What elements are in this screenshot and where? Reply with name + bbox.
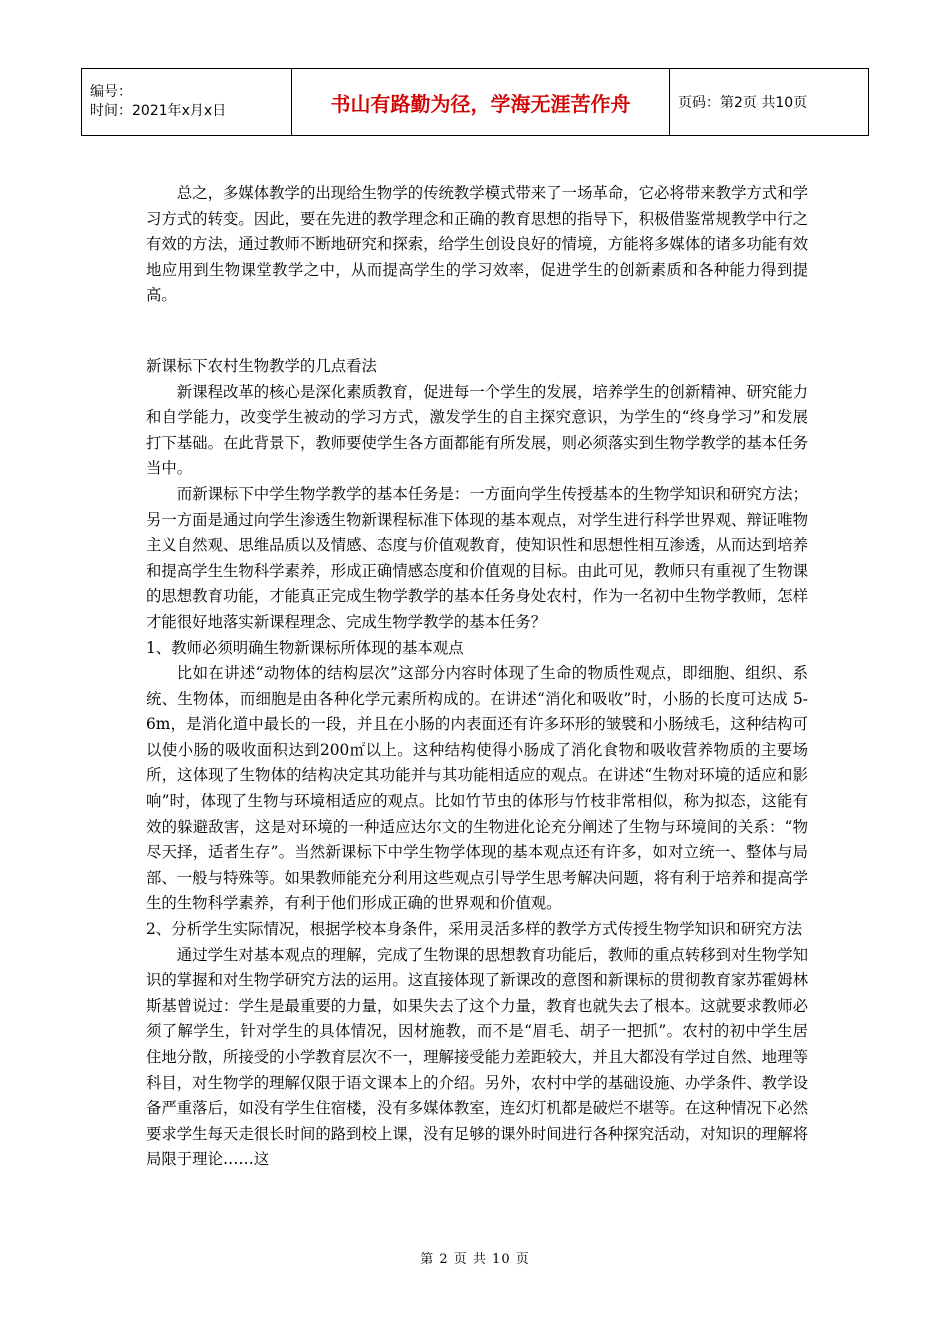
paragraph-conclusion: 总之，多媒体教学的出现给生物学的传统教学模式带来了一场革命，它必将带来教学方式和学习方式的转变。因此，要在先进的教学理念和正确的教育思想的指导下，积极借鉴常规教学中行之有效的方法，通过教师不断地研究和探索，给学生创设良好的情境，方能将多媒体的诸多功能有效地应用到生物课堂教学之中，从而提高学生的学习效率，促进学生的创新素质和各种能力得到提高。 bbox=[146, 184, 808, 305]
section-heading-1: 1、教师必须明确生物新课标所体现的基本观点 bbox=[146, 638, 464, 657]
document-header bbox=[81, 68, 869, 136]
paragraph-examples: 比如在讲述“动物体的结构层次”这部分内容时体现了生命的物质性观点，即细胞、组织、系统、生物体，而细胞是由各种化学元素所构成的。在讲述“消化和吸收”时，小肠的长度可达成 5-6m，是消化道中最长的一段，并且在小肠的内表面还有许多环形的皱襞和小肠绒毛，这种结构可以使小肠的吸收面积达到200㎡以上。这种结构使得小肠成了消化食物和吸收营养物质的主要场所，这体现了生物体的结构决定其功能并与其功能相适应的观点。在讲述“生物对环境的适应和影响”时，体现了生物与环境相适应的观点。比如竹节虫的体形与竹枝非常相似，称为拟态，这能有效的躲避敌害，这是对环境的一种适应达尔文的生物进化论充分阐述了生物与环境间的关系：“物尽天择，适者生存”。当然新课标下中学生物学体现的基本观点还有许多，如对立统一、整体与局部、一般与特殊等。如果教师能充分利用这些观点引导学生思考解决问题，将有利于培养和提高学生的生物科学素养，有利于他们形成正确的世界观和价值观。 bbox=[146, 664, 808, 913]
article-title: 新课标下农村生物教学的几点看法 bbox=[146, 356, 377, 375]
header-motto: 书山有路勤为径，学海无涯苦作舟 bbox=[292, 69, 670, 136]
header-meta bbox=[82, 69, 292, 136]
spacer bbox=[146, 309, 808, 354]
document-body bbox=[146, 181, 808, 1173]
document-number-label: 编号： bbox=[90, 84, 132, 100]
header-page-info: 页码：第2页 共10页 bbox=[670, 69, 869, 136]
section-heading-2: 2、分析学生实际情况，根据学校本身条件，采用灵活多样的教学方式传授生物学知识和研究方法 bbox=[146, 920, 803, 939]
page-footer: 第 2 页 共 10 页 bbox=[420, 1252, 530, 1267]
document-date: 时间：2021年x月x日 bbox=[90, 103, 227, 119]
paragraph-tasks: 而新课标下中学生物学教学的基本任务是：一方面向学生传授基本的生物学知识和研究方法；另一方面是通过向学生渗透生物新课程标准下体现的基本观点，对学生进行科学世界观、辩证唯物主义自然观、思维品质以及情感、态度与价值观教育，使知识性和思想性相互渗透，从而达到培养和提高学生生物科学素养，形成正确情感态度和价值观的目标。由此可见，教师只有重视了生物课的思想教育功能，才能真正完成生物学教学的基本任务身处农村，作为一名初中生物学教师，怎样才能很好地落实新课程理念、完成生物学教学的基本任务？ bbox=[146, 484, 808, 631]
paragraph-intro: 新课程改革的核心是深化素质教育，促进每一个学生的发展，培养学生的创新精神、研究能力和自学能力，改变学生被动的学习方式，激发学生的自主探究意识，为学生的“终身学习”和发展打下基础。在此背景下，教师要使学生各方面都能有所发展，则必须落实到生物学教学的基本任务当中。 bbox=[146, 382, 808, 478]
paragraph-methods: 通过学生对基本观点的理解，完成了生物课的思想教育功能后，教师的重点转移到对生物学知识的掌握和对生物学研究方法的运用。这直接体现了新课改的意图和新课标的贯彻教育家苏霍姆林斯基曾说过：学生是最重要的力量，如果失去了这个力量，教育也就失去了根本。这就要求教师必须了解学生，针对学生的具体情况，因材施教，而不是“眉毛、胡子一把抓”。农村的初中学生居住地分散，所接受的小学教育层次不一，理解接受能力差距较大，并且大都没有学过自然、地理等科目，对生物学的理解仅限于语文课本上的介绍。另外，农村中学的基础设施、办学条件、教学设备严重落后，如没有学生住宿楼，没有多媒体教室，连幻灯机都是破烂不堪等。在这种情况下必然要求学生每天走很长时间的路到校上课，没有足够的课外时间进行各种探究活动，对知识的理解将局限于理论……这 bbox=[146, 945, 808, 1169]
